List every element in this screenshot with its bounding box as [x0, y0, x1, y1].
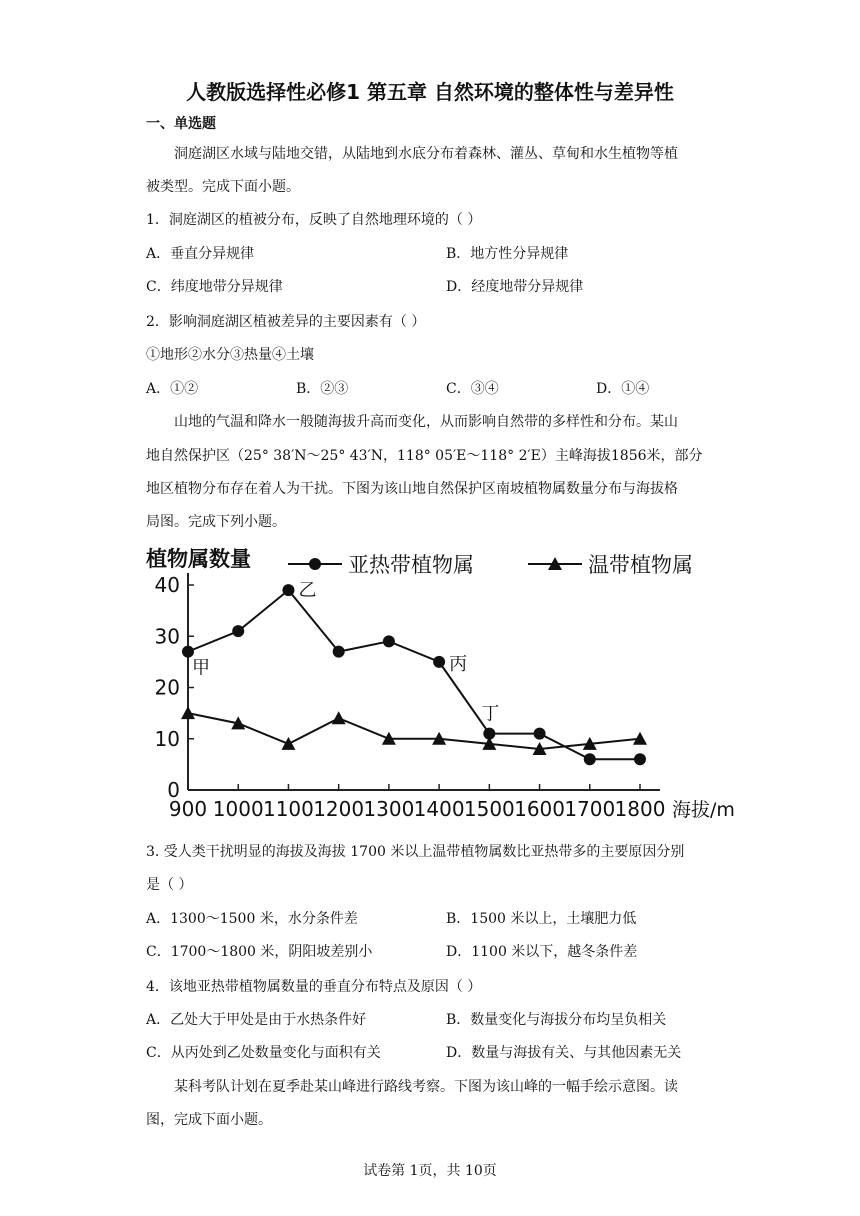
y-tick-label: 0 — [167, 778, 180, 802]
x-tick-label: 1100 — [262, 797, 314, 821]
q2-option-a[interactable]: A．①② — [146, 381, 199, 397]
legend-marker-circle — [309, 558, 321, 570]
q3-option-d[interactable]: D．1100 米以下，越冬条件差 — [446, 944, 638, 960]
q1-option-d[interactable]: D．经度地带分异规律 — [446, 279, 584, 295]
point-annotation: 乙 — [298, 580, 317, 602]
plant-genus-chart — [140, 540, 760, 830]
page-footer: 试卷第 1页，共 10页 — [363, 1163, 497, 1179]
intro3-line1: 某科考队计划在夏季赴某山峰进行路线考察。下图为该山峰的一幅手绘示意图。读 — [174, 1079, 678, 1095]
y-axis-label: 植物属数量 — [146, 547, 251, 571]
section-heading: 一、单选题 — [146, 116, 216, 132]
x-tick-label: 900 — [168, 797, 208, 821]
q4-option-a[interactable]: A．乙处大于甲处是由于水热条件好 — [146, 1012, 367, 1028]
x-tick-label: 1300 — [363, 797, 415, 821]
data-point-circle — [584, 753, 596, 765]
data-point-circle — [232, 625, 244, 637]
q4-option-d[interactable]: D．数量与海拔有关、与其他因素无关 — [446, 1045, 682, 1061]
x-axis-label: 海拔/m — [672, 799, 735, 821]
data-point-triangle — [181, 706, 195, 719]
data-point-circle — [282, 584, 294, 596]
page-title: 人教版选择性必修1 第五章 自然环境的整体性与差异性 — [186, 80, 674, 104]
point-annotation: 丙 — [449, 653, 468, 675]
data-point-circle — [383, 635, 395, 647]
intro2-line1: 山地的气温和降水一般随海拔升高而变化，从而影响自然带的多样性和分布。某山 — [174, 414, 678, 430]
q2-option-c[interactable]: C．③④ — [446, 381, 499, 397]
point-annotation: 丁 — [481, 703, 500, 725]
intro2-line2: 地自然保护区（25° 38′N～25° 43′N，118° 05′E～118° 2′E）主峰海拔1856米，部分 — [146, 448, 703, 464]
q2-items: ①地形②水分③热量④土壤 — [146, 347, 314, 363]
q2-option-b[interactable]: B．②③ — [296, 381, 349, 397]
series-line — [188, 590, 640, 759]
y-tick-label: 20 — [154, 675, 180, 700]
q4-option-b[interactable]: B．数量变化与海拔分布均呈负相关 — [446, 1012, 667, 1028]
data-point-circle — [634, 753, 646, 765]
q3-option-b[interactable]: B．1500 米以上，土壤肥力低 — [446, 911, 637, 927]
data-point-triangle — [332, 711, 346, 724]
x-tick-label: 1800 — [614, 797, 666, 821]
x-tick-label: 1400 — [413, 797, 465, 821]
intro3-line2: 图，完成下面小题。 — [146, 1112, 272, 1128]
x-tick-label: 1600 — [514, 797, 566, 821]
data-point-circle — [433, 656, 445, 668]
data-point-circle — [182, 646, 194, 658]
legend-label: 亚热带植物属 — [348, 553, 474, 577]
y-tick-label: 10 — [154, 726, 180, 751]
x-tick-label: 1700 — [564, 797, 616, 821]
y-tick-label: 30 — [154, 624, 180, 649]
q1-option-c[interactable]: C．纬度地带分异规律 — [146, 279, 283, 295]
intro2-line3: 地区植物分布存在着人为干扰。下图为该山地自然保护区南坡植物属数量分布与海拔格 — [146, 481, 678, 497]
q3-stem-line2: 是（ ） — [146, 877, 193, 893]
data-point-triangle — [281, 737, 295, 750]
q1-option-b[interactable]: B．地方性分异规律 — [446, 246, 569, 262]
point-annotation: 甲 — [192, 657, 210, 679]
x-tick-label: 1000 — [212, 797, 264, 821]
data-point-circle — [534, 728, 546, 740]
q4-option-c[interactable]: C．从丙处到乙处数量变化与面积有关 — [146, 1045, 381, 1061]
series-line — [188, 713, 640, 749]
q1-option-a[interactable]: A．垂直分异规律 — [146, 246, 255, 262]
data-point-circle — [333, 646, 345, 658]
legend-label: 温带植物属 — [588, 553, 693, 577]
x-tick-label: 1500 — [463, 797, 515, 821]
intro1-line1: 洞庭湖区水域与陆地交错，从陆地到水底分布着森林、灌丛、草甸和水生植物等植 — [174, 146, 678, 162]
x-tick-label: 1200 — [313, 797, 365, 821]
y-tick-label: 40 — [154, 573, 180, 597]
q3-option-c[interactable]: C．1700～1800 米，阴阳坡差别小 — [146, 944, 373, 960]
q2-option-d[interactable]: D．①④ — [596, 381, 650, 397]
intro1-line2: 被类型。完成下面小题。 — [146, 179, 300, 195]
q2-stem: 2．影响洞庭湖区植被差异的主要因素有（ ） — [146, 314, 426, 330]
q1-stem: 1．洞庭湖区的植被分布，反映了自然地理环境的（ ） — [146, 212, 482, 228]
q3-stem-line1: 3. 受人类干扰明显的海拔及海拔 1700 米以上温带植物属数比亚热带多的主要原因分别 — [146, 844, 685, 860]
intro2-line4: 局图。完成下列小题。 — [146, 514, 286, 530]
q4-stem: 4．该地亚热带植物属数量的垂直分布特点及原因（ ） — [146, 979, 482, 995]
q3-option-a[interactable]: A．1300～1500 米，水分条件差 — [146, 911, 358, 927]
